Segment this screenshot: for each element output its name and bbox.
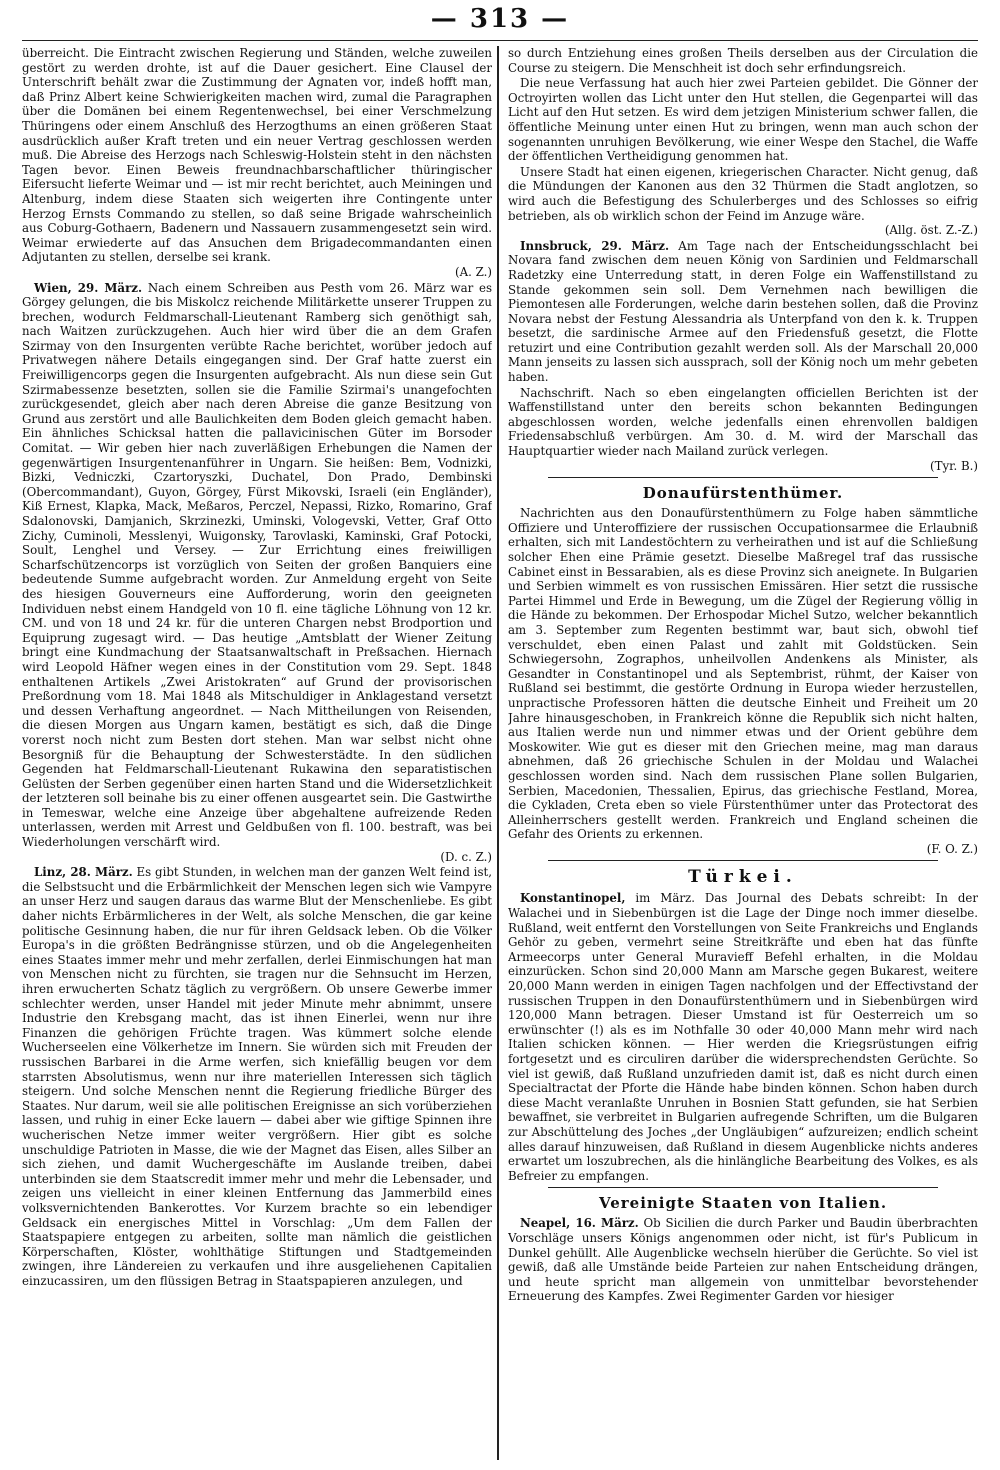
article-text: so durch Entziehung eines großen Theils derselben aus der Circulation die Course zu steigern. Die Menschheit ist doch sehr erfindungsreich.: [508, 46, 978, 75]
article-text: Unsere Stadt hat einen eigenen, kriegerischen Character. Nicht genug, daß die Mündungen der Kanonen aus den 32 Thürmen die Stadt anglotzen, so wird auch die Befestigung des Schulerberges und des Schlosses so eifrig betrieben, als ob wirklich schon der Feind im Anzuge wäre.: [508, 164, 978, 223]
article-block: [22, 46, 492, 280]
article-block: [508, 46, 978, 75]
article-source: (D. c. Z.): [440, 849, 492, 864]
article-block: [508, 386, 978, 474]
article-dateline: Wien, 29. März.: [34, 280, 143, 295]
article-text: Am Tage nach der Entscheidungsschlacht bei Novara fand zwischen dem neuen König von Sardinien und Feldmarschall Radetzky eine Unterredung statt, in deren Folge ein Waffenstillstand zu Stande gekommen sein soll. Dem Vernehmen nach bewilligen die Piemontesen alle Forderungen, welche darin bestehen sollen, daß die Provinz Novara nebst der Festung Alessandria als Unterpfand von den k. k. Truppen besetzt, die sardinische Armee auf den Friedensfuß gesetzt, die Flotte retuzirt und eine Contribution gezahlt werden soll. Als der Marschall 20,000 Mann jenseits zu lassen sich aussprach, soll der König noch um mehr gebeten haben.: [508, 238, 978, 385]
article-block: [508, 506, 978, 856]
section-rule: [548, 860, 938, 861]
section-rule: [548, 477, 938, 478]
article-block: [22, 281, 492, 865]
section-heading-danube: Donaufürstenthümer.: [642, 484, 844, 503]
article-text: Die neue Verfassung hat auch hier zwei Parteien gebildet. Die Gönner der Octroyirten wollen das Licht unter den Hut stellen, die Gegenpartei will das Licht auf den Hut setzen. Es wird dem jetzigen Ministerium schwer fallen, die öffentliche Meinung unter einen Hut zu bringen, wenn man auch schon der sogenannten unruhigen Bevölkerung, wie einer Wespe den Stachel, die Waffe der öffentlichen Vertheidigung genommen hat.: [508, 76, 978, 164]
article-dateline: Konstantinopel,: [520, 891, 626, 906]
left-column: [22, 46, 492, 1460]
article-block: [508, 1216, 978, 1304]
article-dateline: Linz, 28. März.: [34, 865, 133, 880]
article-source: (Tyr. B.): [930, 458, 978, 473]
article-source: (F. O. Z.): [926, 841, 978, 856]
article-dateline: Innsbruck, 29. März.: [520, 238, 670, 253]
article-text: Nach einem Schreiben aus Pesth vom 26. März war es Görgey gelungen, die bis Miskolcz reichende Militärkette unserer Truppen zu brechen, wodurch Feldmarschall-Lieutenant Ramberg sich genöthigt sah, nach Waitzen zurückzugehen. Auch hier wird über die an dem Grafen Szirmay von den Insurgenten verübte Rache berichtet, worüber jedoch auf Privatwegen nähere Details eingegangen sind. Der Graf hatte zuerst ein Freiwilligencorps gegen die Insurgenten aufgebracht. Als nun diese sein Gut Szirmabessenze besetzten, sollen sie die Familie Szirmai's unangefochten zurückgesendet, gleich aber nach deren Abreise die ganze Besitzung von Grund aus zerstört und alle Baulichkeiten dem Boden gleich gemacht haben. Ein ähnliches Schicksal hatten die pallavicinischen Güter im Borsoder Comitat. — Wir geben hier nach zuverläßigen Erhebungen die Namen der gegenwärtigen Insurgentenanführer in Ungarn. Sie heißen: Bem, Vodnizki, Bizki, Vedniczki, Czartoryszki, Duchatel, Don Prado, Dembinski (Obercommandant), Guyon, Görgey, Fürst Mikovski, Israeli (ein Engländer), Kiß Ernest, Klapka, Mack, Meßaros, Perczel, Nepassi, Rizko, Romarino, Graf Sdalonovski, Damjanich, Skrzinezki, Uminski, Vologevski, Vetter, Graf Otto Zichy, Cuminoli, Messlenyi, Wuigonsky, Tarovlaski, Kaminski, Graf Potocki, Soult, Lenghel und Versey. — Zur Errichtung eines freiwilligen Scharfschützencorps ist vorzüglich von Seiten der großen Banquiers eine bedeutende Summe aufgebracht worden. Zur Anmeldung ergeht von Seite des hiesigen Gouverneurs eine Aufforderung, worin den geeigneten Individuen nebst einem Handgeld von 10 fl. eine tägliche Löhnung von 12 kr. CM. und von 18 und 24 kr. für die unteren Chargen nebst Brodportion und Equiprung zugesagt wird. — Das heutige „Amtsblatt der Wiener Zeitung bringt eine Kundmachung der Staatsanwaltschaft in Preßsachen. Hiernach wird Leopold Häfner wegen eines in der Constitution vom 29. Sept. 1848 enthaltenen Artikels „Zwei Aristokraten“ auf Grund der provisorischen Preßordnung vom 18. Mai 1848 als Mitschuldiger in Anklagestand versetzt und dessen Verhaftung angeordnet. — Nach Mittheilungen von Reisenden, die diesen Morgen aus Ungarn kamen, bestätigt es sich, daß die Dinge vorerst noch nicht zum Besten dort stehen. Man war selbst nicht ohne Besorgniß für die Behauptung der Schwesterstädte. In den südlichen Gegenden hat Feldmarschall-Lieutenant Rukawina den separatistischen Gelüsten der Serben gegenüber einen harten Stand und die Widersetzlichkeit der letzteren soll beinahe bis zu einer offenen ausgeartet sein. Die Gastwirthe in Temeswar, welche eine Anzeige über abgehaltene aufreizende Reden unterlassen, werden mit Arrest und Geldbußen von fl. 100. bestraft, was bei Wiederholungen verschärft wird.: [22, 280, 492, 850]
section-rule: [548, 1187, 938, 1188]
article-text: Ob Sicilien die durch Parker und Baudin überbrachten Vorschläge unsers Königs angenommen oder nicht, ist für's Publicum in Dunkel gehüllt. Alle Augenblicke wechseln hierüber die Gerüchte. So viel ist gewiß, daß alle Umstände beide Parteien zur nahen Entscheidung drängen, und heute spricht man allgemein von unmittelbar bevorstehender Erneuerung des Kampfes. Zwei Regimenter Garden vor hiesiger: [508, 1216, 978, 1304]
section-heading-italy: Vereinigte Staaten von Italien.: [598, 1194, 888, 1213]
article-text: überreicht. Die Eintracht zwischen Regierung und Ständen, welche zuweilen gestört zu werden drohte, ist auf die Dauer gesichert. Eine Clausel der Unterschrift behält zwar die Zustimmung der Agnaten vor, indeß hofft man, daß Prinz Albert keine Schwierigkeiten machen wird, zumal die Paragraphen über die Domänen bei einem Regentenwechsel, bei einer Verschmelzung Thüringens oder einem Anschluß des Herzogthums an einen größeren Staat ausdrücklich außer Kraft treten und ein neuer Vertrag geschlossen werden muß. Die Abreise des Herzogs nach Schleswig-Holstein steht in den nächsten Tagen bevor. Einen Beweis freundnachbarschaftlicher thüringischer Eifersucht lieferte Weimar und — ist mir recht berichtet, auch Meiningen und Altenburg, indem diese Staaten sich weigerten ihre Contingente unter Herzog Ernsts Commando zu stellen, so daß seine Brigade wahrscheinlich aus Coburg-Gothaern, Badenern und Nassauern zusammengesetzt sein wird. Weimar erwiederte auf das Ansuchen dem Brigadecommandanten einen Adjutanten zu stellen, derselbe sei krank.: [22, 46, 492, 265]
section-heading-turkey: Türkei.: [688, 867, 798, 888]
article-text: im März. Das Journal des Debats schreibt: In der Walachei und in Siebenbürgen ist die Lage der Dinge noch immer dieselbe. Rußland, weit entfernt den Vorstellungen von Seite Frankreichs und Englands Gehör zu geben, vermehrt seine Streitkräfte und eben hat das fünfte Armeecorps unter General Muravieff Befehl erhalten, in die Moldau einzurücken. Schon sind 20,000 Mann am Marsche gegen Bukarest, weitere 20,000 Mann werden in einigen Tagen nachfolgen und der Effectivstand der russischen Truppen in den Donaufürstenthümern und in Siebenbürgen wird 120,000 Mann betragen. Dieser Umstand ist für Oesterreich um so erwünschter (!) als es im Nothfalle 30 oder 40,000 Mann mehr wird nach Italien schicken können. — Hier werden die Kriegsrüstungen eifrig fortgesetzt und es circuliren darüber die widersprechendsten Gerüchte. So viel ist gewiß, daß Rußland unzufrieden damit ist, daß es nicht durch einen Specialtractat der Pforte die Hände habe binden können. Schon haben durch diese Macht veranlaßte Unruhen in Bosnien Statt gefunden, sie hat Serbien bewaffnet, sie verbreitet in Bulgarien aufregende Schriften, um die Bulgaren zur Abschüttelung des Joches „der Ungläubigen“ aufzureizen; endlich scheint alles darauf hinzuweisen, daß Rußland in diesem Augenblicke nichts anderes erwartet um loszubrechen, als die hinlängliche Bearbeitung des Volkes, es als Befreier zu empfangen.: [508, 891, 978, 1183]
page-number: — 313 —: [430, 4, 570, 34]
header-rule: [22, 40, 978, 41]
article-text: Nachrichten aus den Donaufürstenthümern zu Folge haben sämmtliche Offiziere und Unteroffiziere der russischen Occupationsarmee die Erlaubniß erhalten, sich mit Landestöchtern zu verheirathen und ist auf die Schließung solcher Ehen eine Prämie gesetzt. Dieselbe Maßregel traf das russische Cabinet einst in Bessarabien, als es diese Provinz sich aneignete. In Bulgarien und Serbien wimmelt es von russischen Emissären. Hier setzt die russische Partei Himmel und Erde in Bewegung, um die Zügel der Regierung völlig in die Hände zu bekommen. Der Erhospodar Michel Sutzo, welcher bekanntlich am 3. September zum Regenten bestimmt war, baut sich, obwohl tief verschuldet, eben einen Palast und zahlt mit Goldstücken. Sein Schwiegersohn, Zographos, unheilvollen Andenkens als Minister, als Gesandter in Constantinopel und als Septembrist, rühmt, der Kaiser von Rußland sei bestimmt, die gestörte Ordnung in Europa wieder herzustellen, unpractische Professoren hätten die deutsche Einheit und Freiheit um 20 Jahre hinausgeschoben, in Frankreich könne die Republik sich nicht halten, aus Italien werde nun und nimmer etwas und der Orient gebühre dem Moskowiter. Wie gut es dieser mit den Griechen meine, mag man daraus abnehmen, daß 26 griechische Schulen in der Moldau und Walachei geschlossen worden sind. Nach dem russischen Plane sollen Bulgarien, Serbien, Macedonien, Thessalien, Epirus, das griechische Festland, Morea, die Cykladen, Creta eben so viele Fürstenthümer unter das Protectorat des Alleinherrschers gestellt werden. Frankreich und England scheinen die Gefahr des Orients zu erkennen.: [508, 506, 978, 842]
article-block: [508, 239, 978, 385]
article-dateline: Neapel, 16. März.: [520, 1216, 639, 1231]
article-block: [22, 865, 492, 1288]
article-block: [508, 891, 978, 1183]
article-block: [508, 76, 978, 164]
article-source: (A. Z.): [455, 264, 492, 279]
right-column: [508, 46, 978, 1460]
article-text: Es gibt Stunden, in welchen man der ganzen Welt feind ist, die Selbstsucht und die Erbärmlichkeit der Menschen legen sich wie Vampyre an unser Herz und saugen daraus das warme Blut der Menschenliebe. Es gibt daher nichts Erbärmlicheres in der Welt, als solche Menschen, die gar keine politische Gesinnung haben, die nur für ihren Geldsack leben. Ob die Völker Europa's in die größten Bedrängnisse stürzen, und ob die Angelegenheiten eines Staates immer mehr und mehr zerfallen, derlei Einmischungen hat man von Menschen nicht zu fürchten, sie tragen nur die Sehnsucht im Herzen, ihren erwucherten Schatz täglich zu vergrößern. Ob unsere Gewerbe immer schlechter werden, unser Handel mit jeder Minute mehr abnimmt, unsere Industrie den Krebsgang macht, das ist ihnen Einerlei, wenn nur ihre Finanzen die gehörigen Früchte tragen. Was kümmert solche elende Wucherseelen eine Völkerhetze im Innern. Sie würden sich mit Freuden der russischen Barbarei in die Arme werfen, sich kniefällig beugen vor dem starrsten Absolutismus, wenn nur ihre materiellen Interessen sich täglich steigern. Und solche Menschen nennt die Regierung friedliche Bürger des Staates. Nur darum, weil sie alle politischen Ereignisse an sich vorüberziehen lassen, und ruhig in einer Ecke lauern — dabei aber wie giftige Spinnen ihre wucherischen Netze immer weiter vergrößern. Hier gibt es solche unschuldige Patrioten in Masse, die wie der Magnet das Eisen, alles Silber an sich ziehen, und damit Wuchergeschäfte im Auslande treiben, dabei unterbinden sie dem Staatscredit immer mehr und mehr die Lebensader, und zeigen uns vielleicht in einer kleinen Entfernung das Jammerbild eines volksvernichtenden Bankerottes. Vor Kurzem brachte so ein lebendiger Geldsack ein energisches Mittel in Vorschlag: „Um dem Fallen der Staatspapiere entgegen zu arbeiten, sollte man nämlich die geistlichen Körperschaften, Klöster, wohlthätige Stiftungen und Stadtgemeinden zwingen, ihre Ländereien zu verkaufen und ihre ausgeliehenen Capitalien einzucassiren, um den flüssigen Betrag in Staatspapieren anzulegen, und: [22, 865, 492, 1288]
article-source: (Allg. öst. Z.-Z.): [884, 223, 978, 238]
column-divider: [497, 46, 499, 1460]
article-text: Nachschrift. Nach so eben eingelangten officiellen Berichten ist der Waffenstillstand unter den bereits schon bekannten Bedingungen abgeschlossen worden, welche jedenfalls einen ehrenvollen baldigen Friedensabschluß verbürgen. Am 30. d. M. wird der Marschall das Hauptquartier wieder nach Mailand zurück verlegen.: [508, 385, 978, 459]
article-block: [508, 165, 978, 238]
